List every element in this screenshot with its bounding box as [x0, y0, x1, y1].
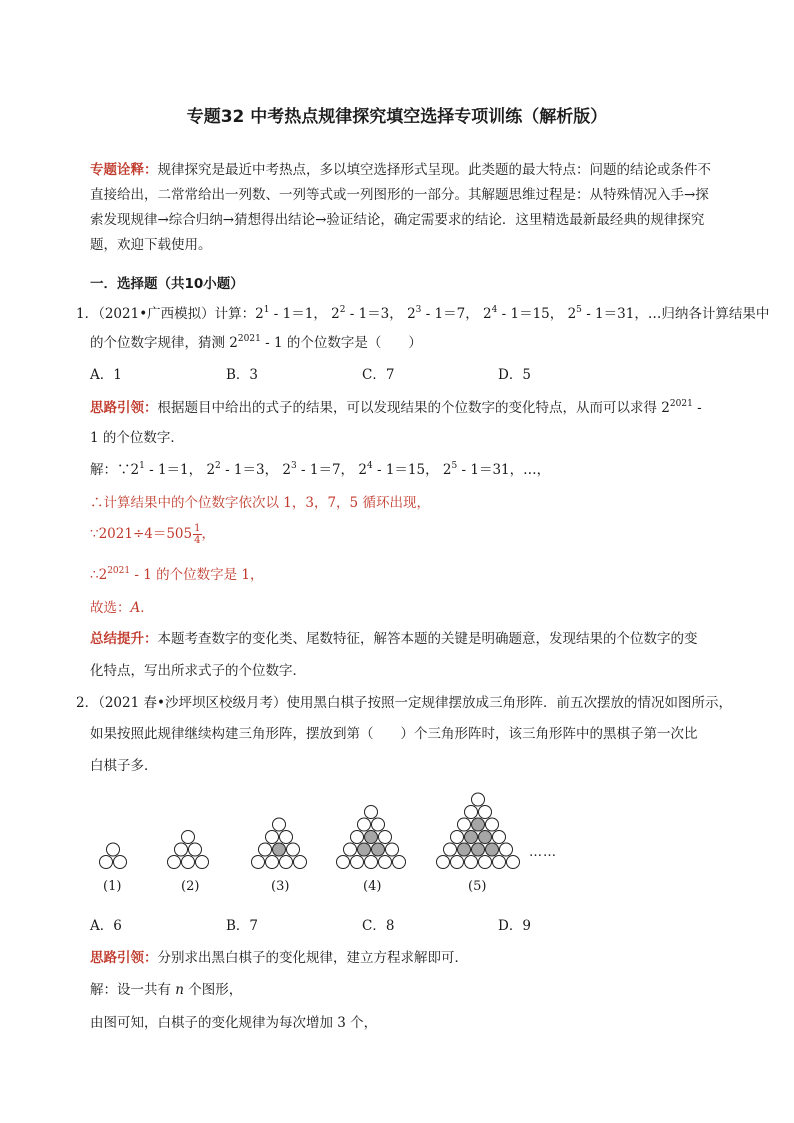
q2-hint-line: 思路引领：分别求出黑白棋子的变化规律，建立方程求解即可．: [90, 950, 468, 966]
q2-stem-line-1: 2．（2021 春•沙坪坝区校级月考）使用黑白棋子按照一定规律摆放成三角形阵．前五次摆放的情况如图所示，: [76, 695, 732, 711]
q1-solution-line: 解：$\because 2^1 - 1=1$， $2^2 - 1=3$， $2^3 - 1=7$， $2^4 - 1=15$， $2^5 - 1=31$，…，: [90, 461, 551, 478]
q2-option-d: D．9: [498, 918, 531, 934]
black-piece: [472, 818, 485, 831]
white-piece: [351, 831, 364, 844]
white-piece: [479, 806, 492, 819]
intro-line-2: 直接给出，二常常给出一列数、一列等式或一列图形的一部分。其解题思维过程是：从特殊情况入手→探: [90, 187, 709, 203]
q1-because-2: ∵2021÷4＝505 $\frac{1}{4}$ ，: [90, 523, 215, 546]
q1-therefore-1: ∴计算结果中的个位数字依次以 1，3，7，5 循环出现，: [90, 495, 430, 511]
white-piece: [287, 843, 300, 856]
white-piece: [372, 818, 385, 831]
white-piece: [493, 831, 506, 844]
white-piece: [182, 856, 195, 869]
white-piece: [196, 856, 209, 869]
white-piece: [351, 856, 364, 869]
q1-summary-line-2: 化特点，写出所求式子的个位数字．: [90, 663, 306, 679]
white-piece: [182, 831, 195, 844]
white-piece: [437, 856, 450, 869]
white-piece: [507, 856, 520, 869]
q1-choice: 故选：A．: [90, 600, 154, 616]
white-piece: [472, 793, 485, 806]
white-piece: [358, 818, 371, 831]
white-piece: [344, 843, 357, 856]
white-piece: [386, 843, 399, 856]
white-piece: [175, 843, 188, 856]
q2-option-c: C．8: [362, 918, 395, 934]
white-piece: [168, 856, 181, 869]
figure-label-1: (1): [103, 879, 122, 894]
white-piece: [252, 856, 265, 869]
white-piece: [465, 806, 478, 819]
white-piece: [493, 856, 506, 869]
figure-label-2: (2): [181, 879, 200, 894]
q1-stem-line-1: 1．（2021•广西模拟）计算：$2^1 - 1=1$， $2^2 - 1=3$， $2^3 - 1=7$， $2^4 - 1=15$， $2^5 - 1=31$，…归纳各计算结果中: [76, 305, 770, 322]
q1-solution-powers: $2^1 - 1=1$， $2^2 - 1=3$， $2^3 - 1=7$， $2^4 - 1=15$， $2^5 - 1=31$，: [130, 461, 524, 478]
white-piece: [479, 856, 492, 869]
white-piece: [486, 818, 499, 831]
intro-line-4: 题，欢迎下载使用。: [90, 237, 212, 253]
figure-ellipsis: ……: [529, 845, 557, 860]
white-piece: [379, 831, 392, 844]
q1-option-a: A．1: [90, 367, 122, 383]
page-title: 专题32 中考热点规律探究填空选择专项训练（解析版）: [186, 107, 608, 127]
white-piece: [393, 856, 406, 869]
white-piece: [266, 856, 279, 869]
white-piece: [337, 856, 350, 869]
black-piece: [365, 831, 378, 844]
white-piece: [500, 843, 513, 856]
white-piece: [280, 831, 293, 844]
white-piece: [114, 856, 127, 869]
q2-stem-line-2: 如果按照此规律继续构建三角形阵，摆放到第（ ）个三角形阵时，该三角形阵中的黑棋子第一次比: [90, 726, 698, 742]
figure-label-5: (5): [468, 879, 487, 894]
q1-option-b: B．3: [226, 367, 259, 383]
section-heading: 一．选择题（共10小题）: [90, 276, 244, 292]
q2-solution-line-1: 解：设一共有 n 个图形，: [90, 982, 243, 998]
q2-stem-line-3: 白棋子多．: [90, 758, 158, 774]
q1-option-c: C．7: [362, 367, 395, 383]
black-piece: [465, 831, 478, 844]
q1-therefore-2: $\therefore 2^{2021} - 1$ 的个位数字是 1，: [90, 566, 264, 583]
q1-option-d: D．5: [498, 367, 531, 383]
q1-hint-line-1: 思路引领：根据题目中给出的式子的结果，可以发现结果的个位数字的变化特点，从而可以求得 $2^{2021}$ -: [90, 399, 702, 416]
black-piece: [486, 843, 499, 856]
intro-line-3: 索发现规律→综合归纳→猜想得出结论→验证结论，确定需要求的结论．这里精选最新最经典的规律探究: [90, 212, 705, 228]
white-piece: [458, 818, 471, 831]
white-piece: [379, 856, 392, 869]
figure-label-3: (3): [271, 879, 290, 894]
black-piece: [472, 843, 485, 856]
black-piece: [358, 843, 371, 856]
q1-fraction: $\frac{1}{4}$: [194, 523, 201, 546]
white-piece: [266, 831, 279, 844]
intro-label: 专题诠释：: [90, 162, 158, 178]
white-piece: [365, 806, 378, 819]
white-piece: [465, 856, 478, 869]
white-piece: [451, 831, 464, 844]
q1-summary-line-1: 总结提升：本题考查数字的变化类、尾数特征，解答本题的关键是明确题意，发现结果的个位数字的变: [90, 631, 698, 647]
q2-hint-label: 思路引领：: [90, 950, 158, 966]
q2-solution-line-2: 由图可知，白棋子的变化规律为每次增加 3 个，: [90, 1015, 378, 1031]
white-piece: [107, 843, 120, 856]
white-piece: [451, 856, 464, 869]
black-piece: [273, 843, 286, 856]
q1-stem-line-2: 的个位数字规律，猜测 $2^{2021} - 1$ 的个位数字是（ ）: [90, 334, 422, 351]
white-piece: [280, 856, 293, 869]
q1-hint-label: 思路引领：: [90, 400, 158, 416]
q1-powers: $2^1 - 1=1$， $2^2 - 1=3$， $2^3 - 1=7$， $2^4 - 1=15$， $2^5 - 1=31$，: [255, 305, 648, 322]
white-piece: [444, 843, 457, 856]
white-piece: [273, 818, 286, 831]
black-piece: [458, 843, 471, 856]
white-piece: [189, 843, 202, 856]
q1-summary-label: 总结提升：: [90, 631, 158, 647]
figure-label-4: (4): [363, 879, 382, 894]
q2-option-a: A．6: [90, 918, 122, 934]
white-piece: [259, 843, 272, 856]
black-piece: [372, 843, 385, 856]
q2-option-b: B．7: [226, 918, 259, 934]
white-piece: [365, 856, 378, 869]
black-piece: [479, 831, 492, 844]
white-piece: [100, 856, 113, 869]
q1-hint-line-2: 1 的个位数字．: [90, 430, 184, 446]
intro-line-1: 专题诠释：规律探究是最近中考热点，多以填空选择形式呈现。此类题的最大特点：问题的结论或条件不: [90, 162, 711, 178]
white-piece: [294, 856, 307, 869]
